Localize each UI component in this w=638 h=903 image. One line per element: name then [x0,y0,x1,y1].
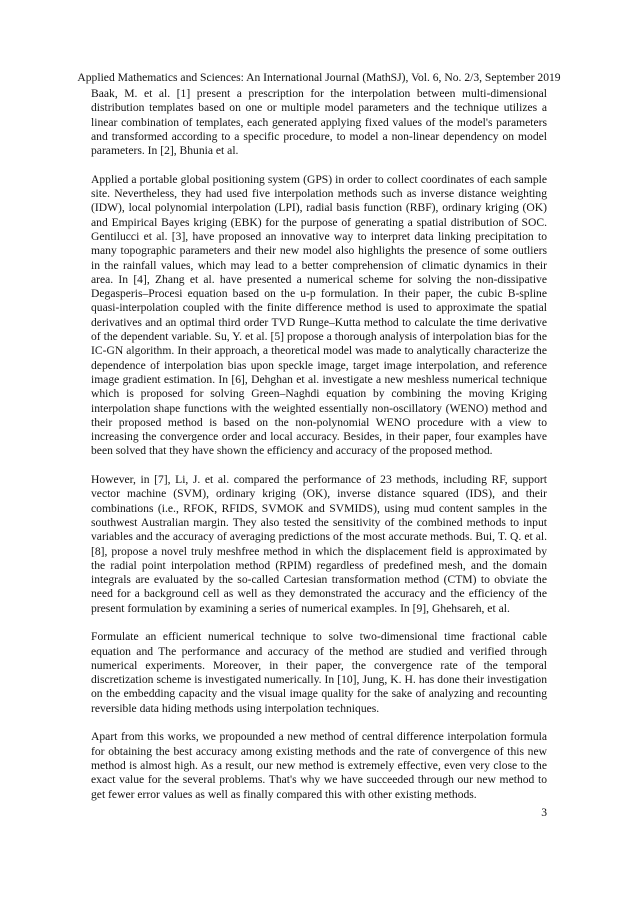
paragraph-2: Applied a portable global positioning system (GPS) in order to collect coordinates of each sample site. Nevertheless, they had used five interpolation methods such as inverse distance weighting (IDW), local polynomial interpolation (LPI), radial basis function (RBF), ordinary kriging (OK) and Empirical Bayes kriging (EBK) for the purpose of generating a spatial distribution of SOC. Gentilucci et al. [3], have proposed an innovative way to interpret data linking precipitation to many topographic parameters and their new model also highlights the presence of some outliers in the rainfall values, which may lead to a better comprehension of climatic dynamics in their area. In [4], Zhang et al. have presented a numerical scheme for solving the non-dissipative Degasperis–Procesi equation based on the u-p formulation. In their paper, the cubic B-spline quasi-interpolation coupled with the finite difference method is used to approximate the spatial derivatives and an optimal third order TVD Runge–Kutta method to calculate the time derivative of the dependent variable. Su, Y. et al. [5] propose a thorough analysis of interpolation bias for the IC-GN algorithm. In their approach, a theoretical model was made to analytically characterize the dependence of interpolation bias upon speckle image, target image interpolation, and reference image gradient estimation. In [6], Dehghan et al. investigate a new meshless numerical technique which is proposed for solving Green–Naghdi equation by combining the moving Kriging interpolation shape functions with the weighted essentially non-oscillatory (WENO) method and their proposed method is based on the non-polynomial WENO procedure with a view to increasing the convergence order and local accuracy. Besides, in their paper, four examples have been solved that they have shown the efficiency and accuracy of the proposed method. [91,172,547,458]
running-header: Applied Mathematics and Sciences: An International Journal (MathSJ), Vol. 6, No. 2/3, September 2019 [77,71,561,84]
page-number: 3 [541,806,547,819]
paragraph-4: Formulate an efficient numerical technique to solve two-dimensional time fractional cable equation and The performance and accuracy of the method are studied and verified through numerical experiments. Moreover, in their paper, the convergence rate of the temporal discretization scheme is investigated numerically. In [10], Jung, K. H. has done their investigation on the embedding capacity and the visual image quality for the sake of analyzing and recounting reversible data hiding methods using interpolation techniques. [91,630,547,715]
paragraph-1: Baak, M. et al. [1] present a prescription for the interpolation between multi-dimensional distribution templates based on one or multiple model parameters and the technique utilizes a linear combination of templates, each generated applying fixed values of the model's parameters and transformed according to a specific procedure, to model a non-linear dependency on model parameters. In [2], Bhunia et al. [91,87,547,158]
paragraph-5: Apart from this works, we propounded a new method of central difference interpolation formula for obtaining the best accuracy among existing methods and the rate of convergence of this new method is almost high. As a result, our new method is extremely effective, even very close to the exact value for the several problems. That's why we have succeeded through our new method to get fewer error values as well as finally compared this with other existing methods. [91,730,547,801]
paragraph-3: However, in [7], Li, J. et al. compared the performance of 23 methods, including RF, support vector machine (SVM), ordinary kriging (OK), inverse distance squared (IDS), and their combinations (i.e., RFOK, RFIDS, SVMOK and SVMIDS), using mud content samples in the southwest Australian margin. They also tested the sensitivity of the combined methods to input variables and the accuracy of averaging predictions of the most accurate methods. Bui, T. Q. et al. [8], propose a novel truly meshfree method in which the displacement field is approximated by the radial point interpolation method (RPIM) regardless of predefined mesh, and the domain integrals are evaluated by the so-called Cartesian transformation method (CTM) to obviate the need for a background cell as well as they demonstrated the accuracy and the efficiency of the present formulation by examining a series of numerical examples. In [9], Ghehsareh, et al. [91,473,547,615]
body-text [91,87,547,816]
